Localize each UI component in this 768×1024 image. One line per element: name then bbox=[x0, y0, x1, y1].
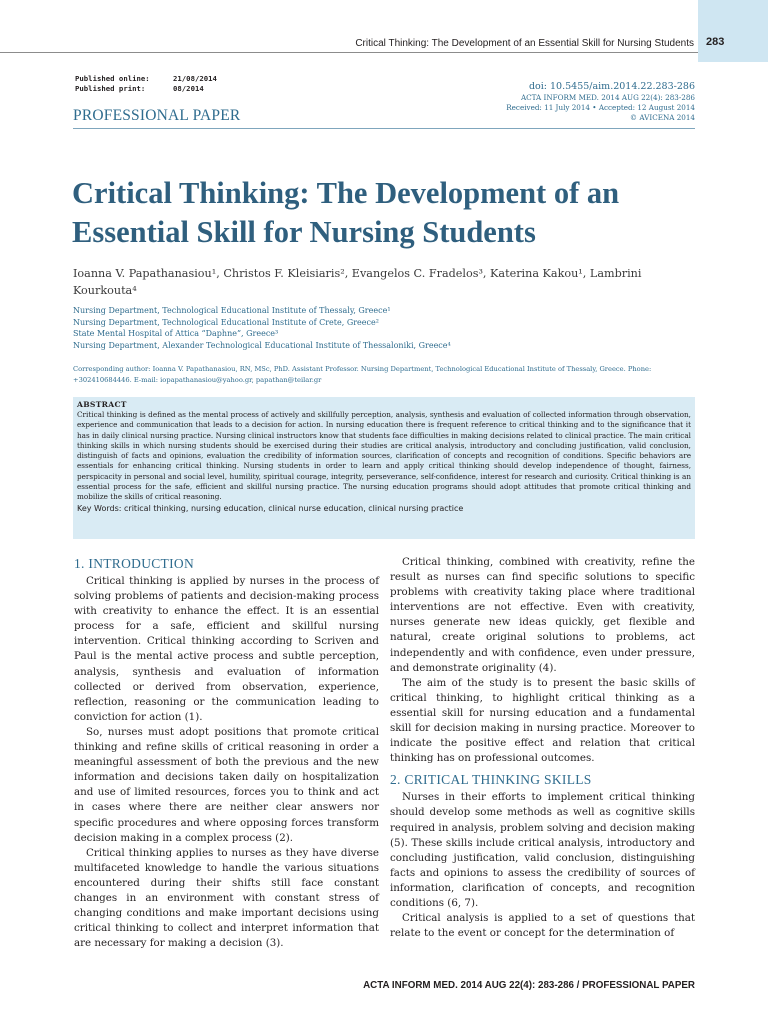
page-number: 283 bbox=[706, 36, 725, 48]
abstract-text: Critical thinking is defined as the mental process of actively and skillfully perception, analysis, synthesis and evaluation of collected information through observation, experience and communication that leads to a decision for action. In nursing education there is frequent reference to critical thinking and to the significance that it has in daily clinical nursing practice. Nursing clinical instructors know that students face difficulties in making decisions related to clinical practice. The main critical thinking skills in which nursing students should be exercised during their studies are critical analysis, introductory and concluding justification, valid conclusion, distinguish of facts and opinions, evaluation the credibility of information sources, clarification of concepts and recognition of conditions. Specific behaviors are essentials for enhancing critical thinking. Nursing students in order to learn and apply critical thinking should develop independence of thought, fairness, perspicacity in personal and social level, humility, spiritual courage, integrity, perseverance, self-confidence, interest for research and curiosity. Critical thinking is an essential process for the safe, efficient and skillful nursing practice. The nursing education programs should adopt attitudes that promote critical thinking and mobilize the skills of critical reasoning. bbox=[77, 410, 691, 502]
paragraph: Nurses in their efforts to implement critical thinking should develop some methods as well as cognitive skills required in analysis, problem solving and decision making (5). These skills include critical analysis, introductory and concluding justification, valid conclusion, distinguishing facts and opinions to assess the credibility of sources of information, clarification of concepts, and recognition conditions (6, 7). bbox=[390, 791, 695, 909]
page-number-tab bbox=[698, 0, 768, 62]
paragraph: Critical thinking applies to nurses as they have diverse multifaceted knowledge to handle the various situations encountered during their shifts still face constant changes in an environment with constant stress of changing conditions and make important decisions using critical thinking to collect and interpret information that are necessary for making a decision (3). bbox=[74, 846, 379, 950]
affiliations bbox=[73, 305, 693, 351]
paragraph: The aim of the study is to present the basic skills of critical thinking, to highlight critical thinking as a essential skill for nursing education and a fundamental skill for decision making in nursing practice. Moreover to indicate the positive effect and relation that critical thinking has on professional outcomes. bbox=[390, 676, 695, 765]
abstract-box bbox=[73, 397, 695, 539]
published-print-value: 08/2014 bbox=[173, 84, 204, 93]
affiliation-item: Nursing Department, Alexander Technological Educational Institute of Thessaloniki, Greece⁴ bbox=[73, 340, 451, 350]
published-print-label: Published print: bbox=[75, 84, 146, 93]
body-column-right bbox=[390, 555, 695, 941]
abstract-heading: ABSTRACT bbox=[77, 400, 127, 409]
doi-link[interactable]: doi: 10.5455/aim.2014.22.283-286 bbox=[528, 81, 695, 92]
paragraph: Critical thinking is applied by nurses in the process of solving problems of patients and decision-making process with creativity to enhance the effect. It is an essential process for a safe, efficient and skillful nursing intervention. Critical thinking according to Scriven and Paul is the mental active process and subtle perception, analysis, synthesis and evaluation of information collected or derived from observation, experience, reflection, reasoning or the communication leading to conviction for action (1). bbox=[74, 575, 379, 723]
published-online-value: 21/08/2014 bbox=[173, 74, 217, 83]
journal-reference: ACTA INFORM MED. 2014 AUG 22(4): 283-286 bbox=[520, 93, 695, 102]
corresponding-author: Corresponding author: Ioanna V. Papathanasiou, RN, MSc, PhD. Assistant Professor. Nursing Department, Technological Educational Institute of Thessaly, Greece. Phone: +302410684446. E-mail: iopapathanasiou@yahoo.gr, papathan@teilar.gr bbox=[73, 365, 652, 384]
paragraph: So, nurses must adopt positions that promote critical thinking and refine skills of critical reasoning in order a meaningful assessment of both the previous and the new information and decisions taken daily on hospitalization and use of limited resources, forces you to think and act in cases where there are neither clear answers nor specific procedures and where opposing forces transform decision making in a complex process (2). bbox=[74, 725, 379, 844]
paragraph: Critical thinking, combined with creativity, refine the result as nurses can find specific solutions to specific problems with creativity taking place where traditional interventions are not effective. Even with creativity, nurses generate new ideas quickly, get flexible and natural, create original solutions to problems, act independently and with confidence, even under pressure, and demonstrate originality (4). bbox=[390, 556, 695, 674]
section-heading-introduction: 1. INTRODUCTION bbox=[74, 556, 194, 571]
page-footer: ACTA INFORM MED. 2014 AUG 22(4): 283-286 / PROFESSIONAL PAPER bbox=[363, 980, 695, 991]
keywords: Key Words: critical thinking, nursing education, clinical nurse education, clinical nursing practice bbox=[77, 503, 464, 513]
copyright: © AVICENA 2014 bbox=[629, 113, 695, 122]
section-heading-critical-thinking-skills: 2. CRITICAL THINKING SKILLS bbox=[390, 772, 592, 788]
affiliation-item: Nursing Department, Technological Educational Institute of Thessaly, Greece¹ bbox=[73, 306, 391, 315]
paper-type-divider bbox=[73, 128, 695, 129]
article-title: Critical Thinking: The Development of an Essential Skill for Nursing Students bbox=[72, 176, 620, 249]
article-meta bbox=[506, 80, 695, 123]
header-divider bbox=[0, 52, 698, 53]
received-accepted-dates: Received: 11 July 2014 • Accepted: 12 August 2014 bbox=[506, 103, 695, 112]
author-list: Ioanna V. Papathanasiou¹, Christos F. Kleisiaris², Evangelos C. Fradelos³, Katerina Kakou¹, Lambrini Kourkouta⁴ bbox=[73, 267, 642, 297]
running-title: Critical Thinking: The Development of an Essential Skill for Nursing Students bbox=[355, 38, 694, 49]
affiliation-item: State Mental Hospital of Attica “Daphne”, Greece³ bbox=[73, 329, 279, 338]
paragraph: Critical analysis is applied to a set of questions that relate to the event or concept for the determination of bbox=[390, 912, 695, 940]
published-online-label: Published online: bbox=[75, 74, 150, 83]
affiliation-item: Nursing Department, Technological Educational Institute of Crete, Greece² bbox=[73, 317, 379, 327]
body-column-left bbox=[74, 555, 379, 951]
paper-type: PROFESSIONAL PAPER bbox=[73, 107, 241, 124]
publication-dates bbox=[75, 74, 217, 94]
